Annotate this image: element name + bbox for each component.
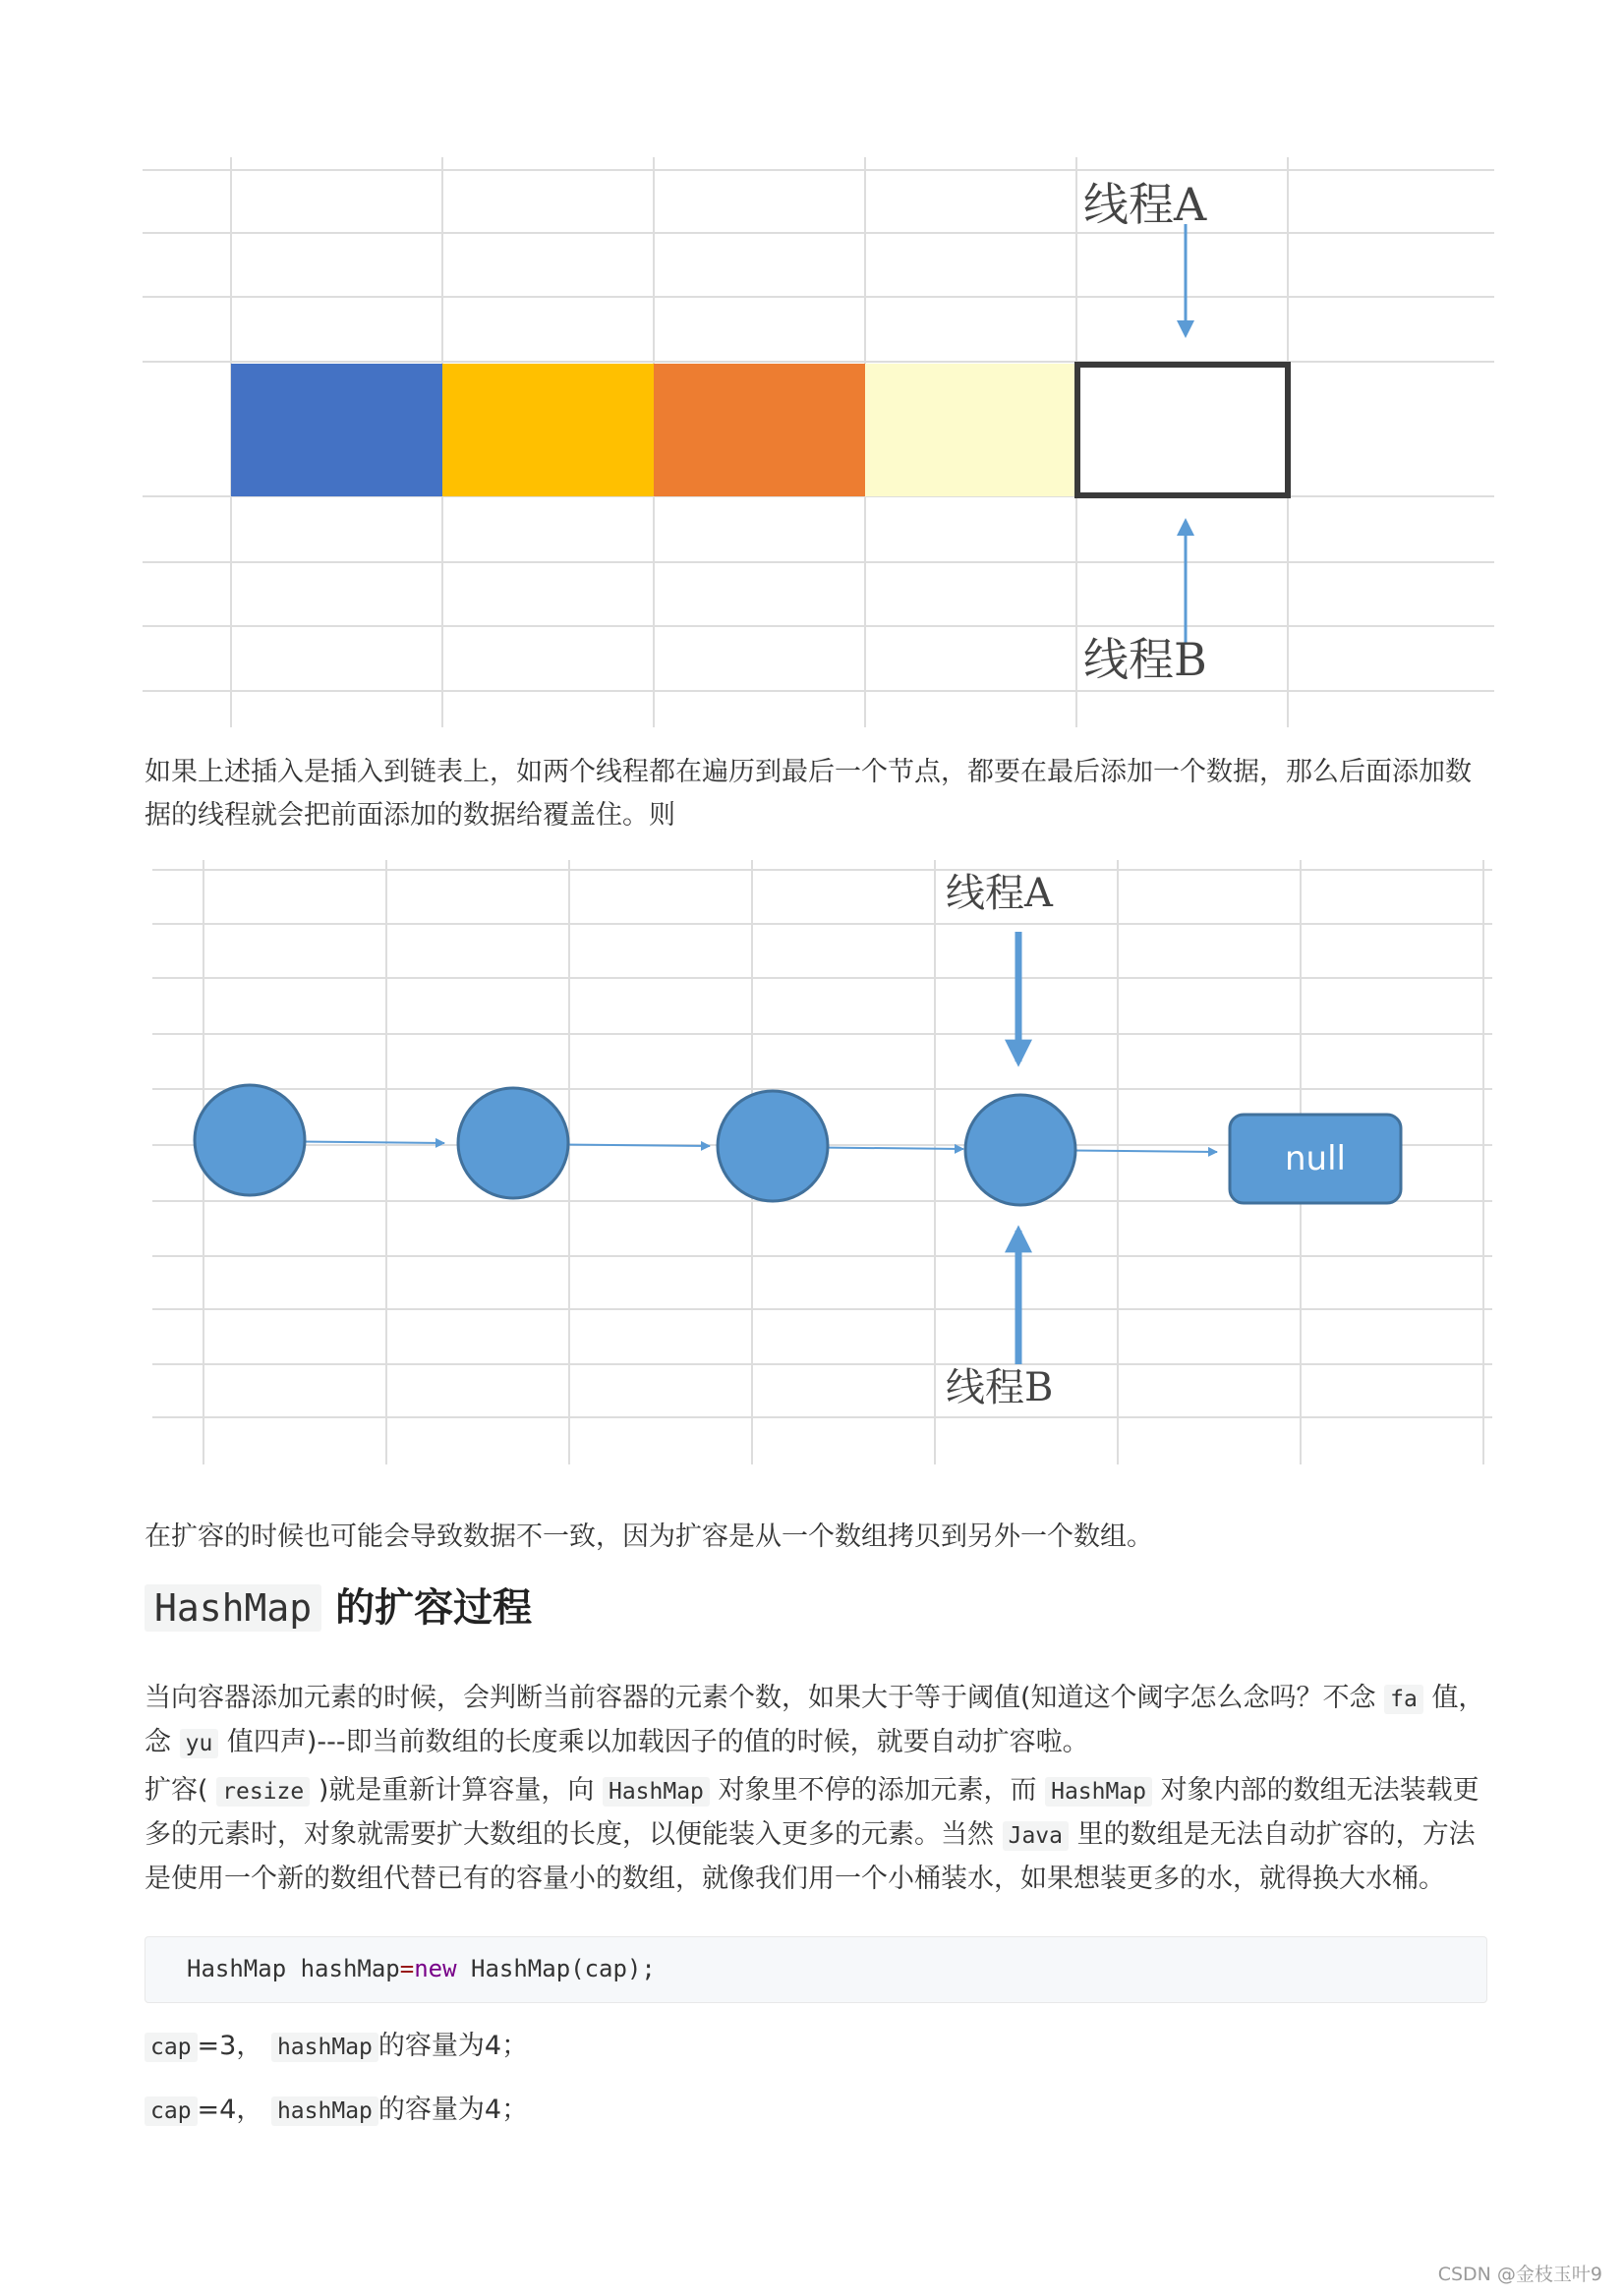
cell-cream: [865, 364, 1076, 496]
code-text: HashMap hashMap: [187, 1955, 400, 1982]
text-fragment: 值四声)---即当前数组的长度乘以加载因子的值的时候，就要自动扩容啦。: [226, 1727, 1089, 1757]
array-insert-diagram: [138, 147, 1504, 737]
text-fragment: 扩容(: [145, 1775, 208, 1806]
text-fragment: )就是重新计算容量，向: [318, 1775, 595, 1806]
inline-code: cap: [145, 2033, 198, 2062]
code-text: HashMap(cap);: [456, 1955, 656, 1982]
text-fragment: 里的数组是无法自动扩容的，方法是使用一个新的数组代替已有的容量小的数组，就像我们用一个小桶装水，如果想装更多的水，就得换大水桶。: [145, 1819, 1476, 1894]
code-operator: =: [399, 1955, 415, 1982]
inline-code: yu: [180, 1729, 219, 1758]
paragraph-resize-inconsistency: 在扩容的时候也可能会导致数据不一致，因为扩容是从一个数组拷贝到另外一个数组。: [145, 1521, 1153, 1552]
code-block: [145, 1936, 1487, 2003]
inline-code: hashMap: [271, 2096, 378, 2126]
text-fragment: =3，: [197, 2031, 263, 2061]
thread-a-label: 线程A: [946, 871, 1053, 916]
list-node-1: [195, 1085, 305, 1195]
inline-code: hashMap: [271, 2033, 378, 2062]
text-fragment: 对象里不停的添加元素，而: [718, 1775, 1037, 1806]
heading-code: HashMap: [145, 1584, 321, 1632]
text-fragment: 值，念: [145, 1683, 1485, 1757]
cell-yellow: [442, 364, 654, 496]
list-node-3: [718, 1091, 828, 1201]
paragraph-resize-explanation: [145, 1769, 1491, 1901]
linked-list-diagram: [147, 855, 1499, 1469]
null-label: null: [1285, 1139, 1346, 1178]
capacity-line-2: [145, 2089, 1491, 2133]
text-fragment: 当向容器添加元素的时候，会判断当前容器的元素个数，如果大于等于阈值(知道这个阈字怎么念吗？不念: [145, 1683, 1376, 1713]
inline-code: cap: [145, 2096, 198, 2126]
inline-code: fa: [1384, 1685, 1423, 1714]
list-node-2: [458, 1088, 568, 1198]
inline-code: HashMap: [603, 1777, 710, 1807]
thread-b-label: 线程B: [1083, 633, 1207, 686]
thread-a-label: 线程A: [1083, 178, 1207, 231]
paragraph-threshold: [145, 1677, 1491, 1765]
capacity-line-1: [145, 2025, 1491, 2069]
code-line: [187, 1955, 656, 1982]
inline-code: resize: [216, 1777, 310, 1807]
text-fragment: 的容量为4；: [377, 2095, 529, 2125]
section-heading: [145, 1580, 532, 1636]
cell-blue: [231, 364, 442, 496]
text-fragment: 的容量为4；: [377, 2031, 529, 2061]
thread-b-label: 线程B: [946, 1365, 1054, 1410]
code-keyword: new: [414, 1955, 457, 1982]
cell-empty: [1077, 365, 1288, 495]
inline-code: HashMap: [1045, 1777, 1152, 1807]
watermark: CSDN @金枝玉叶9: [1437, 2264, 1602, 2285]
list-node-4: [965, 1095, 1075, 1205]
text-fragment: 对象内部的数组无法装载更多的元素时，对象就需要扩大数组的长度，以便能装入更多的元素。当然: [145, 1775, 1479, 1850]
heading-text: 的扩容过程: [335, 1585, 533, 1631]
text-fragment: =4，: [197, 2095, 263, 2125]
inline-code: Java: [1003, 1821, 1069, 1851]
paragraph-linked-list: 如果上述插入是插入到链表上，如两个线程都在遍历到最后一个节点，都要在最后添加一个数据，那么后面添加数据的线程就会把前面添加的数据给覆盖住。则: [145, 757, 1472, 831]
cell-orange: [654, 364, 865, 496]
